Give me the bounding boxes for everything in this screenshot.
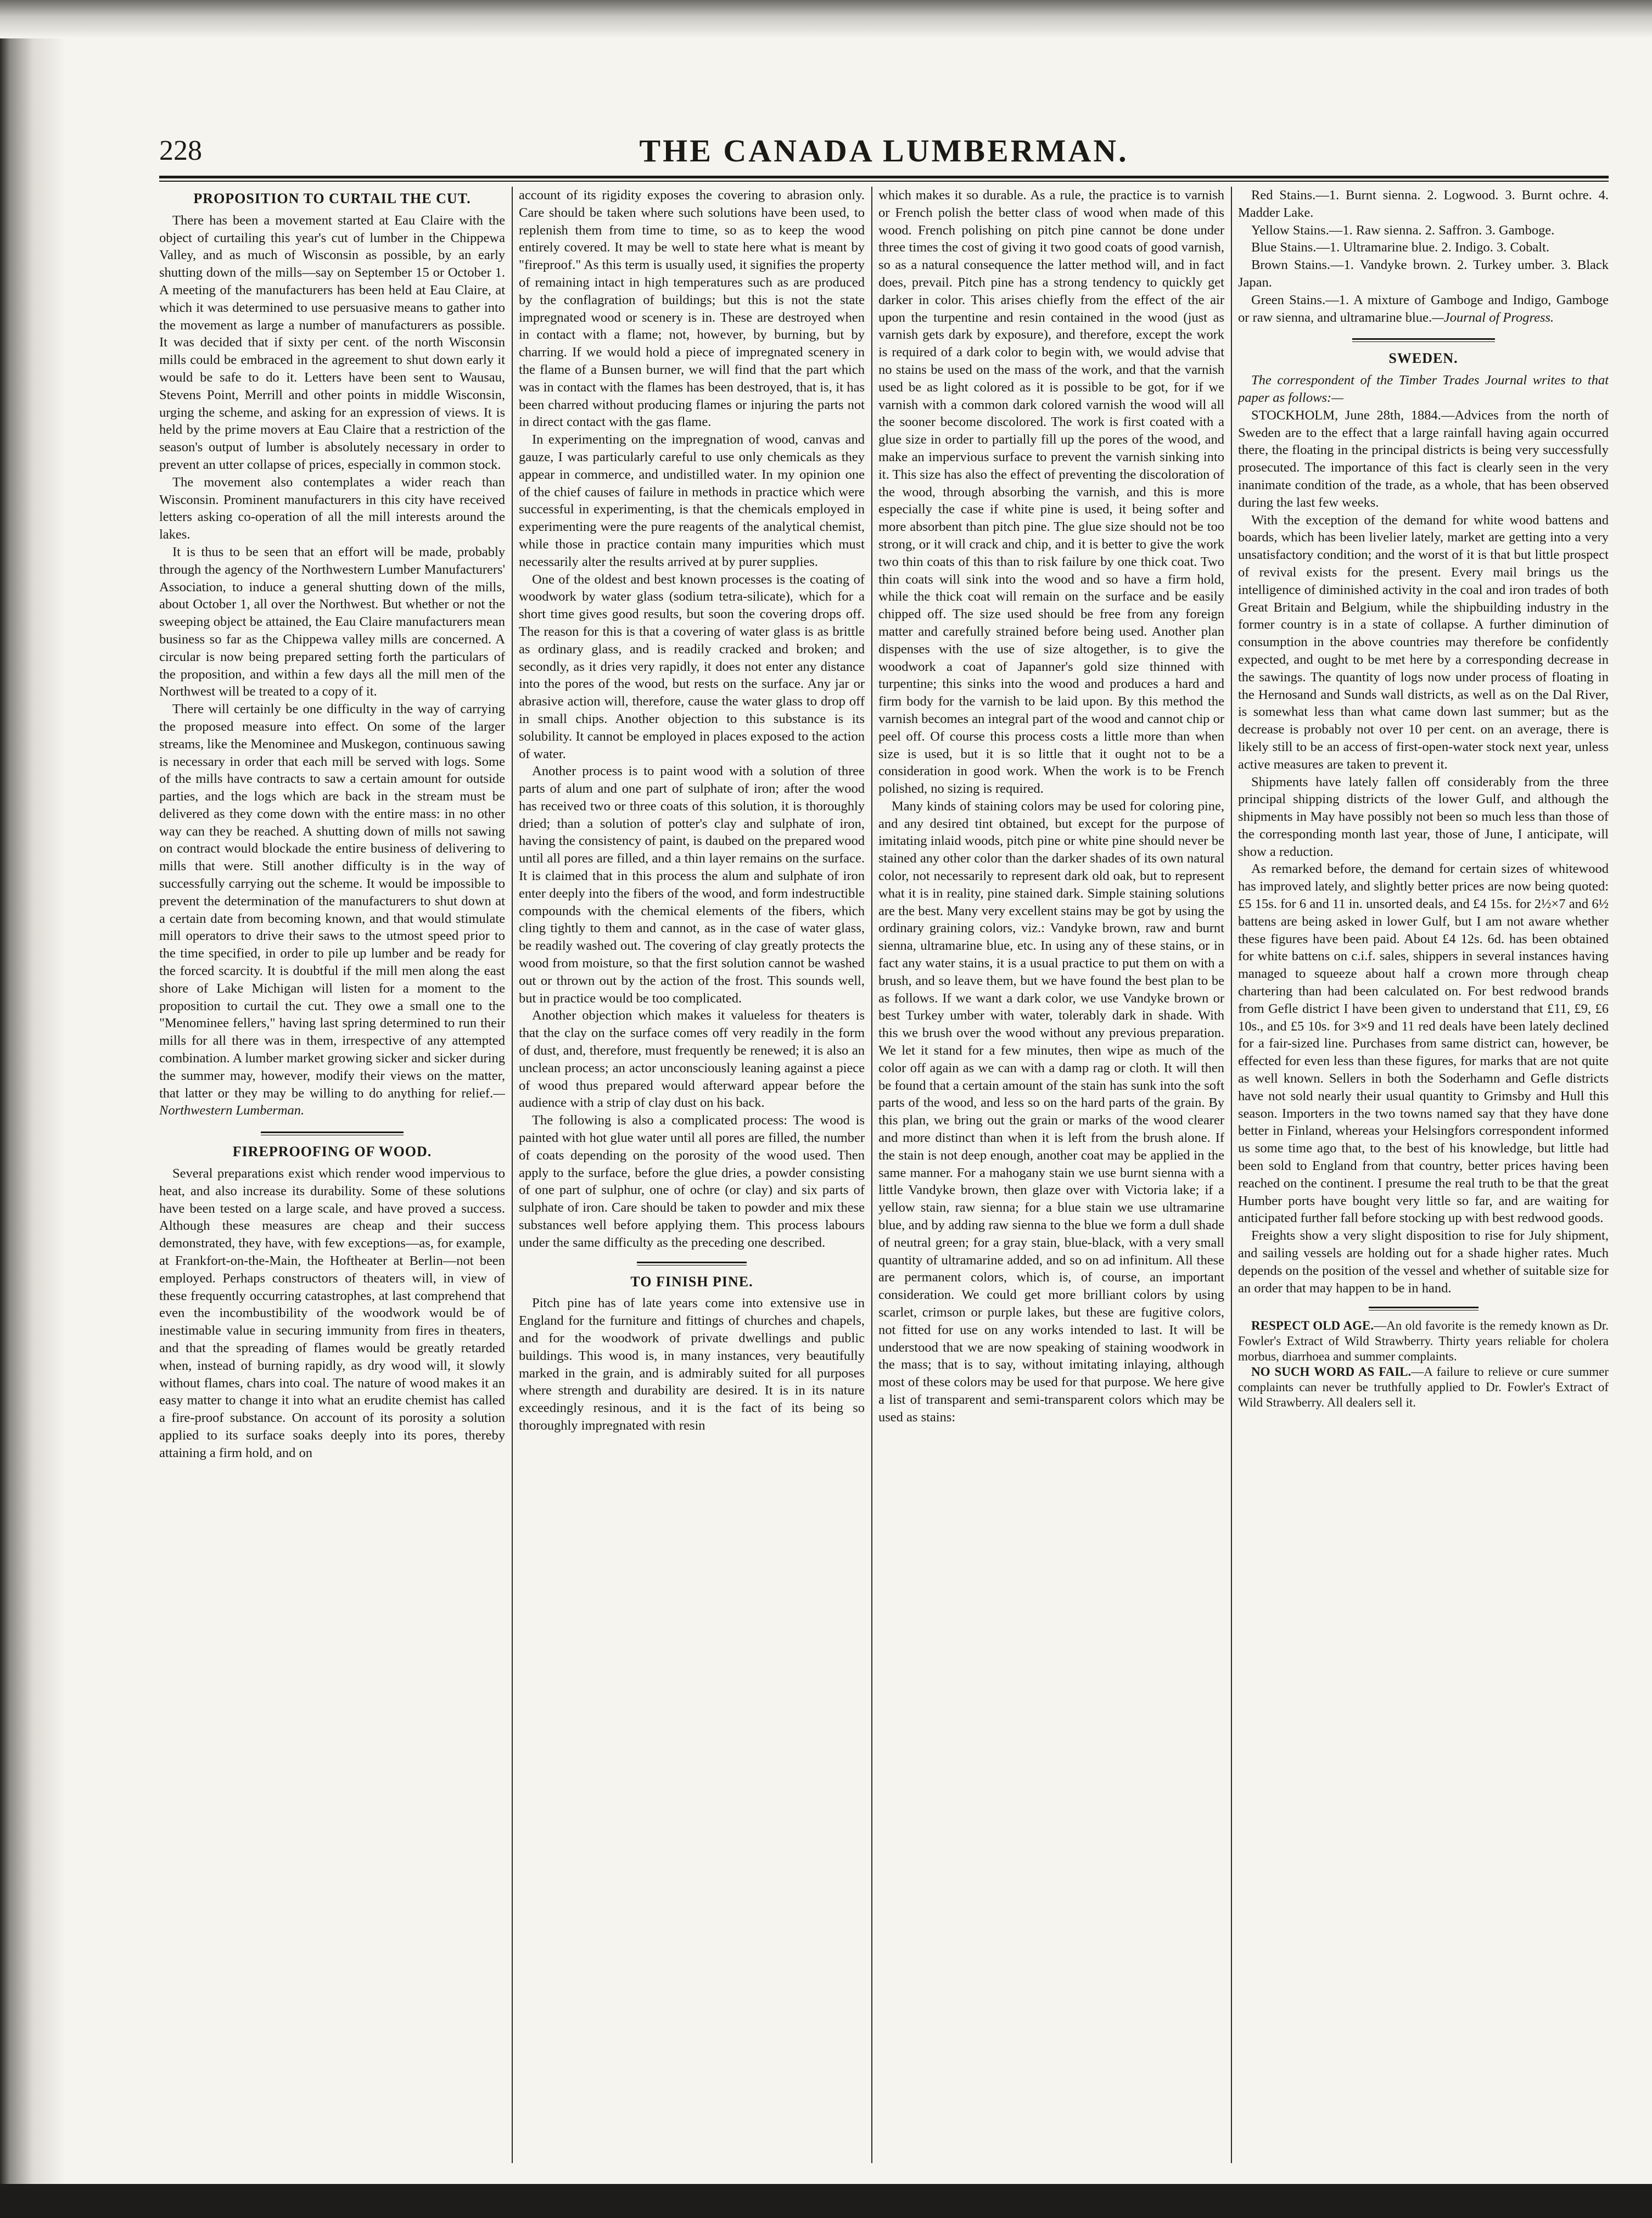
column-1: [159, 187, 505, 2163]
article-paragraph: In experimenting on the impregnation of wood, canvas and gauze, I was particularly careful to use only chemicals as they appear in commerce, and undistilled water. In my opinion one of the chief causes of failure in methods in practice which were successful in experimenting, is that the chemicals employed in experimenting were the pure reagents of the analytical chemist, while those in practice contain many impurities which must necessarily alter the results arrived at by purer supplies.: [519, 432, 865, 569]
article-paragraph: The following is also a complicated process: The wood is painted with hot glue water until all pores are filled, the number of coats depending on the porosity of the wood used. Then apply to the surface, before the glue dries, a powder consisting of one part of sulphur, one of ochre (or clay) and six parts of sulphate of iron. Care should be taken to powder and mix these substances well before applying them. This process labours under the same difficulty as the preceding one described.: [519, 1113, 865, 1250]
stain-list-item: Yellow Stains.—1. Raw sienna. 2. Saffron. 3. Gamboge.: [1251, 222, 1555, 238]
article-paragraph: Another objection which makes it valueless for theaters is that the clay on the surface comes off very readily in the form of dust, and, therefore, must frequently be renewed; it is also an unclean process; an actor unconsciously leaning against a piece of wood thus prepared would afterward appear before the audience with a strip of clay dust on his back.: [519, 1008, 865, 1111]
article-paragraph: Freights show a very slight disposition to rise for July shipment, and sailing vessels are holding out for a shade higher rates. Much depends on the position of the vessel and whether of suitable size for an order that may happen to be in hand.: [1238, 1228, 1609, 1296]
article-paragraph: It is thus to be seen that an effort will be made, probably through the agency of the Northwestern Lumber Manufacturers' Association, to induce a general shutting down of the mills, about October 1, all over the Northwest. But whether or not the sweeping object be attained, the Eau Claire manufacturers mean business so far as the Chippewa valley mills are concerned. A circular is now being prepared setting forth the particulars of the proposition, and within a few days all the mill men of the Northwest will be treated to a copy of it.: [159, 544, 505, 699]
ad-heading: NO SUCH WORD AS FAIL.: [1251, 1365, 1412, 1379]
article-paragraph: Another process is to paint wood with a solution of three parts of alum and one part of sulphate of iron; after the wood has received two or three coats of this solution, it is thoroughly dried; than a solution of potter's clay and sulphate of iron, having the consistency of paint, is daubed on the prepared wood until all pores are filled, and a thin layer remains on the surface. It is claimed that in this process the alum and sulphate of iron enter deeply into the fibers of the wood, and form indestructible compounds with the chemical elements of the fibers, which cling tightly to them and cannot, as in the case of water glass, be readily washed out. The covering of clay greatly protects the wood from moisture, so that the first solution cannot be washed out or thrown out by the action of the frost. This sounds well, but in practice would be too complicated.: [519, 764, 865, 1006]
advertisement: [1238, 1364, 1609, 1410]
column-4: [1238, 187, 1609, 2163]
ad-heading: RESPECT OLD AGE.: [1251, 1319, 1374, 1333]
article-headline: PROPOSITION TO CURTAIL THE CUT.: [193, 191, 471, 206]
section-divider: [1352, 338, 1495, 342]
paragraph-text: There will certainly be one difficulty in the way of carrying the proposed measure into effect. On some of the larger streams, like the Menominee and Muskegon, continuous sawing is necessary in order that each mill be served with logs. Some of the mills have contracts to saw a certain amount for outside parties, and the logs which are back in the stream must be delivered as they come down with the entire mass: in no other way can they be reached. A shutting down of mills not sawing on contract would blockade the entire business of delivering to mills that were. Still another difficulty is in the way of successfully carrying out the scheme. It would be impossible to prevent the determination of the manufacturers to shut down at a certain date from becoming known, and that would stimulate mill operators to drive their saws to the utmost speed prior to the time specified, in order to pile up lumber and be ready for the forced scarcity. It is doubtful if the mill men along the east shore of Lake Michigan will listen for a moment to the proposition to curtail the cut. They owe a small one to the "Menominee fellers," having last spring determined to run their mills for all there was in them, irrespective of any attempted combination. A lumber market growing sicker and sicker during the summer may, however, modify their views on the matter, that latter or they may be willing to do anything for relief.: [159, 702, 505, 1101]
article-source: —Journal of Progress.: [1432, 310, 1554, 325]
scan-bottom-edge: [0, 2184, 1652, 2218]
scan-left-edge: [0, 0, 66, 2218]
article-paragraph: which makes it so durable. As a rule, the practice is to varnish or French polish the better class of wood when made of this wood. French polishing on pitch pine cannot be done under three times the cost of giving it two good coats of good varnish, so as a natural consequence the latter method will, and in fact does, prevail. Pitch pine has a strong tendency to quickly get darker in color. This arises chiefly from the effect of the air upon the turpentine and resin contained in the wood (just as varnish gets dark by exposure), and therefore, except the work is required of a dark color to begin with, we would advise that no stains be used on the mass of the work, and that the varnish used be as light colored as it is possible to be got, for if we varnish with a common dark colored varnish the wood will all the sooner become discolored. The work is first coated with a glue size in order to partially fill up the pores of the wood, and make an impervious surface to prevent the varnish sinking into it. This size has also the effect of preventing the discoloration of the wood, through absorbing the varnish, and this is more especially the case if white pine is used, it being softer and more absorbent than pitch pine. The glue size should not be too strong, or it will crack and chip, and it is better to give the work two thin coats of this than to risk failure by one thick coat. Two thin coats will sink into the wood and so have a firm hold, while the thick coat will remain on the surface and be easily chipped off. The size used should be free from any foreign matter and carefully strained before being used. Another plan dispenses with the use of size altogether, is to give the woodwork a coat of Japanner's gold size thinned with turpentine; this sinks into the wood and produces a hard and firm body for the varnish to be laid upon. By this method the varnish becomes an integral part of the wood and cannot chip or peel off. Of course this process costs a little more than when size is used, but it is so little that it ought not to be a consideration in good work. When the work is to be French polished, no sizing is required.: [878, 188, 1224, 797]
article-paragraph: Pitch pine has of late years come into extensive use in England for the furniture and fittings of churches and chapels, and for the woodwork of private dwellings and public buildings. This wood is, in many instances, very beautifully marked in the grain, and is admirably suited for all purposes where strength and durability are desired. It is in its nature exceedingly resinous, and it is the fact of its being so thoroughly impregnated with resin: [519, 1296, 865, 1433]
article-paragraph: With the exception of the demand for white wood battens and boards, which has been livelier lately, market are getting into a very unsatisfactory condition; and the worst of it is that but little prospect of revival exists for the present. Every mail brings us the intelligence of diminished activity in the coal and iron trades of both Great Britain and Belgium, while the shipbuilding industry in the former country is in a state of collapse. A further diminution of consumption in the above countries may therefore be confidently expected, and ought to be met here by a corresponding decrease in the sawings. The quantity of logs now under process of floating in the Hernosand and Sunds wall districts, as well as on the Dal River, is somewhat less than what came down last summer; but as the decrease is probably not over 10 per cent. on an average, there is likely still to be an access of first-open-water stock next year, unless active measures are taken to prevent it.: [1238, 512, 1609, 772]
column-2: [519, 187, 865, 2163]
advertisement: [1238, 1318, 1609, 1364]
stain-list-item: Red Stains.—1. Burnt sienna. 2. Logwood. 3. Burnt ochre. 4. Madder Lake.: [1238, 188, 1609, 220]
article-paragraph: One of the oldest and best known processes is the coating of woodwork by water glass (sodium tetra-silicate), which for a short time gives good results, but soon the covering drops off. The reason for this is that a covering of water glass is as brittle as ordinary glass, and is readily cracked and broken; and secondly, as it dries very rapidly, it does not enter any distance into the pores of the wood, but rests on the surface. Any jar or abrasive action will, therefore, cause the water glass to drop off in small chips. Another objection to this substance is its solubility. It cannot be employed in places exposed to the action of water.: [519, 572, 865, 761]
section-divider: [1369, 1307, 1479, 1310]
article-paragraph: account of its rigidity exposes the covering to abrasion only. Care should be taken where such solutions have been used, to replenish them from time to time, so as to keep the wood entirely covered. It may be well to state here what is meant by "fireproof." As this term is usually used, it signifies the property of remaining intact in high temperatures such as are produced by the conflagration of buildings; but this is not the state impregnated wood or scenery is in. These are destroyed when in contact with a flame; not, however, by burning, but by charring. If we would hold a piece of impregnated scenery in the flame of a Bunsen burner, we will find that the part which was in contact with the flames has been destroyed, that is, it has been charred without producing flames or injuring the parts not in direct contact with the gas flame.: [519, 188, 865, 430]
article-source: —Northwestern Lumberman.: [159, 1085, 505, 1118]
ad-body: —A failure to relieve or cure summer complaints can never be truthfully applied to Dr. Fowler's Extract of Wild Strawberry. All dealers sell it.: [1238, 1365, 1609, 1410]
article-paragraph: [159, 701, 505, 1119]
page-number: 228: [159, 135, 202, 166]
column-rule: [512, 187, 513, 2163]
article-paragraph: As remarked before, the demand for certain sizes of whitewood has improved lately, and slightly better prices are now being quoted: £5 15s. for 6 and 11 in. unsorted deals, and £4 15s. for 2½×7 and 6½ battens are being asked in lower Gulf, but I am not aware whether these figures have been paid. About £4 12s. 6d. has been obtained for white battens on c.i.f. sales, shippers in several instances having managed to squeeze about half a crown more through cheap chartering than had been calculated on. For best redwood brands from Gefle district I have been given to understand that £11, £9, £6 10s., and £5 10s. for 3×9 and 11 red deals have been lately declined for a fair-sized line. Purchases from same district can, however, be effected for even less than these figures, for marks that are not quite as well known. Sellers in both the Soderhamn and Gefle districts have not sold nearly their usual quantity to Grimsby and Hull this season. Importers in the two towns named say that they have done better in Finland, whereas your Helsingfors correspondent informed us some time ago that, to the best of his knowledge, but little had been sold to England from that country, better prices having been reached on the continent. I presume the real truth to be that the great Humber ports have bought very little so far, and are waiting for anticipated further fall before stocking up with best redwood goods.: [1238, 861, 1609, 1226]
stain-list-item: Brown Stains.—1. Vandyke brown. 2. Turkey umber. 3. Black Japan.: [1238, 257, 1609, 290]
header-rule: [159, 176, 1609, 182]
article-paragraph: There has been a movement started at Eau Claire with the object of curtailing this year's cut of lumber in the Chippewa Valley, and as much of Wisconsin as possible, by an early shutting down of the mills—say on September 15 or October 1. A meeting of the manufacturers has been held at Eau Claire, at which it was determined to use persuasive means to gather into the movement as large a number of manufacturers as possible. It was decided that if sixty per cent. of the north Wisconsin mills could be embraced in the agreement to shut down early it would be safe to do it. Letters have been sent to Wausau, Stevens Point, Merrill and other points in middle Wisconsin, urging the scheme, and asking for an expression of views. It is held by the prime movers at Eau Claire that a restriction of the season's output of lumber is absolutely necessary in order to prevent an utter collapse of prices, especially in common stock.: [159, 212, 505, 472]
column-3: [878, 187, 1224, 2163]
article-paragraph: Shipments have lately fallen off considerably from the three principal shipping districts of the lower Gulf, and although the shipments in May have possibly not been so much less than those of the corresponding month last year, those of June, I anticipate, will show a reduction.: [1238, 774, 1609, 859]
article-paragraph: The correspondent of the Timber Trades Journal writes to that paper as follows:—: [1238, 373, 1609, 405]
column-rule: [871, 187, 872, 2163]
column-rule: [1231, 187, 1232, 2163]
paragraph-text: Green Stains.—1. A mixture of Gamboge and Indigo, Gamboge or raw sienna, and ultramarine blue.: [1238, 292, 1609, 325]
article-headline: FIREPROOFING OF WOOD.: [232, 1144, 432, 1160]
scan-top-edge: [0, 0, 1652, 38]
article-paragraph: Many kinds of staining colors may be used for coloring pine, and any desired tint obtained, but except for the purpose of imitating inlaid woods, pitch pine or white pine should never be stained any other color than the darker shades of its own natural color, not necessarily to represent dark old oak, but to represent what it is in reality, pine stained dark. Simple staining solutions are the best. Many very excellent stains may be got by using the ordinary graining colors, viz.: Vandyke brown, raw and burnt sienna, ultramarine blue, etc. In using any of these stains, or in fact any water stains, it is a usual practice to put them on with a brush, and so leave them, but we have found the best plan to be as follows. If we want a dark color, we use Vandyke brown or best Turkey umber with water, tolerably dark in shade. With this we brush over the wood without any previous preparation. We let it stand for a few minutes, then wipe as much of the color off again as we can with a damp rag or cloth. It will then be found that a certain amount of the stain has sunk into the soft parts of the wood, and less so on the hard parts of the grain. By this plan, we bring out the grain or marks of the wood clearer and more distinct than when it is left from the brush alone. If the stain is not deep enough, another coat may be applied in the same manner. For a mahogany stain we use burnt sienna with a little Vandyke brown, then glaze over with Victoria lake; if a yellow stain, raw sienna; for a blue stain we use ultramarine blue, and by adding raw sienna to the blue we form a dull shade of neutral green; for a gray stain, blue-black, with a very small quantity of ultramarine added, and so on ad infinitum. All these are permanent colors, which is, of course, an important consideration. We could get more brilliant colors by using scarlet, crimson or purple lakes, but these are fugitive colors, not fitted for use on any works intended to last. It will be understood that we are now speaking of staining woodwork in the mass; that is to say, without imitating inlaying, although most of these colors may be used for that purpose. We here give a list of transparent and semi-transparent colors which may be used as stains:: [878, 798, 1224, 1425]
section-divider: [637, 1262, 747, 1265]
article-headline: SWEDEN.: [1388, 350, 1458, 367]
article-paragraph: Several preparations exist which render wood impervious to heat, and also increase its durability. Some of these solutions have been tested on a large scale, and have proved a success. Although these measures are cheap and their success demonstrated, they have, with few exceptions—as, for example, at Frankfort-on-the-Main, the Hoftheater at Berlin—not been employed. Perhaps constructors of theaters will, in view of these frequently occurring catastrophes, at last comprehend that even the incombustibility of the woodwork would be of inestimable value in securing immunity from fires in theaters, and that the spreading of flames would be greatly retarded when, instead of burning rapidly, as dry wood will, it slowly without flames, chars into coal. The nature of wood makes it an easy matter to change it into what an erudite chemist has called a fire-proof substance. On account of its porosity a solution applied to its surface soaks deeply into its pores, thereby attaining a firm hold, and on: [159, 1166, 505, 1460]
page-header: [159, 129, 1609, 173]
stain-list-item: [1238, 292, 1609, 327]
article-paragraph: STOCKHOLM, June 28th, 1884.—Advices from the north of Sweden are to the effect that a large rainfall having again occurred there, the floating in the principal districts is being very successfully prosecuted. The importance of this fact is clearly seen in the very inanimate condition of the trade, as a whole, that has been observed during the last few weeks.: [1238, 407, 1609, 510]
article-headline: TO FINISH PINE.: [630, 1273, 753, 1290]
section-divider: [261, 1132, 404, 1135]
article-paragraph: The movement also contemplates a wider reach than Wisconsin. Prominent manufacturers in this city have received letters asking co-operation of all the mill interests around the lakes.: [159, 474, 505, 542]
ad-body: —An old favorite is the remedy known as Dr. Fowler's Extract of Wild Strawberry. Thirty years reliable for cholera morbus, diarrhoea and summer complaints.: [1238, 1319, 1609, 1364]
stain-list-item: Blue Stains.—1. Ultramarine blue. 2. Indigo. 3. Cobalt.: [1251, 240, 1550, 255]
masthead-title: THE CANADA LUMBERMAN.: [639, 133, 1129, 169]
